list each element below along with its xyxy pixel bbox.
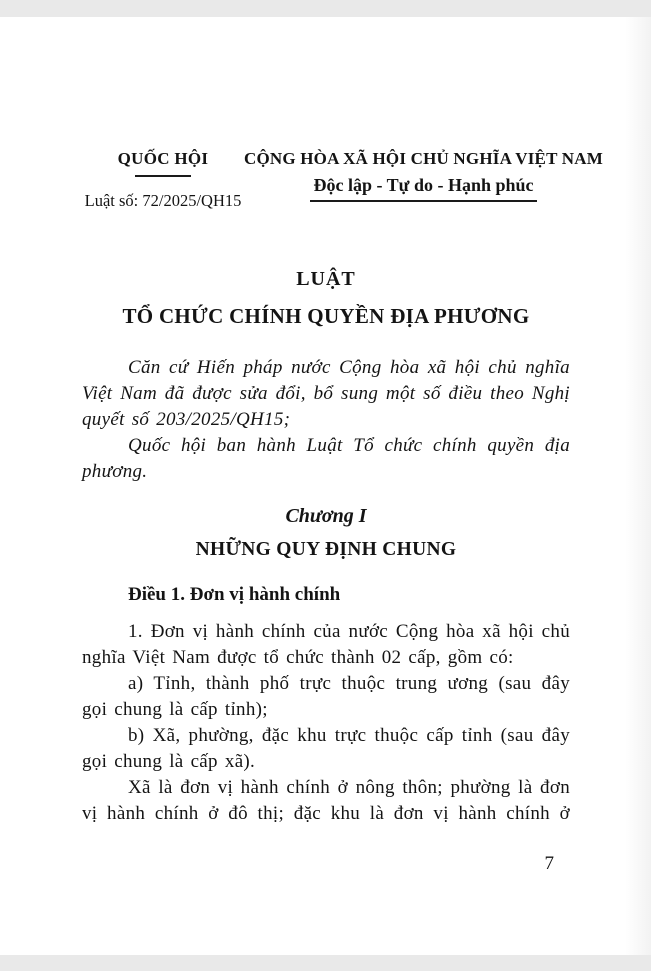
article-body [82,619,570,827]
law-title-word: LUẬT [296,268,356,290]
preamble [82,355,570,485]
header-left-column [82,148,244,211]
document-page [0,17,651,955]
document-header [82,148,603,211]
article-paragraph: b) Xã, phường, đặc khu trực thuộc cấp tỉnh (sau đây gọi chung là cấp xã). [82,725,570,772]
page-content [0,17,651,827]
chapter-label: Chương I [285,505,367,527]
law-number: Luật số: 72/2025/QH15 [84,191,242,210]
header-right-column [244,148,603,202]
article-paragraph: 1. Đơn vị hành chính của nước Cộng hòa xã hội chủ nghĩa Việt Nam được tổ chức thành 02 cấp, gồm có: [82,621,570,668]
national-title: CỘNG HÒA XÃ HỘI CHỦ NGHĨA VIỆT NAM [244,149,603,168]
national-motto: Độc lập - Tự do - Hạnh phúc [310,174,536,202]
issuing-body: QUỐC HỘI [117,149,209,168]
article-heading: Điều 1. Đơn vị hành chính [128,584,341,605]
page-number: 7 [544,853,554,874]
article-paragraph: Xã là đơn vị hành chính ở nông thôn; phường là đơn vị hành chính ở đô thị; đặc khu là đơn vị hành chính ở [82,777,570,824]
issuing-body-rule [135,175,191,177]
preamble-paragraph: Căn cứ Hiến pháp nước Cộng hòa xã hội chủ nghĩa Việt Nam đã được sửa đổi, bổ sung một số điều theo Nghị quyết số 203/2025/QH15; [82,357,570,430]
preamble-paragraph: Quốc hội ban hành Luật Tổ chức chính quyền địa phương. [82,435,570,482]
law-title-name: TỔ CHỨC CHÍNH QUYỀN ĐỊA PHƯƠNG [122,304,530,328]
chapter-title: NHỮNG QUY ĐỊNH CHUNG [195,539,457,560]
article-paragraph: a) Tỉnh, thành phố trực thuộc trung ương (sau đây gọi chung là cấp tỉnh); [82,673,570,720]
